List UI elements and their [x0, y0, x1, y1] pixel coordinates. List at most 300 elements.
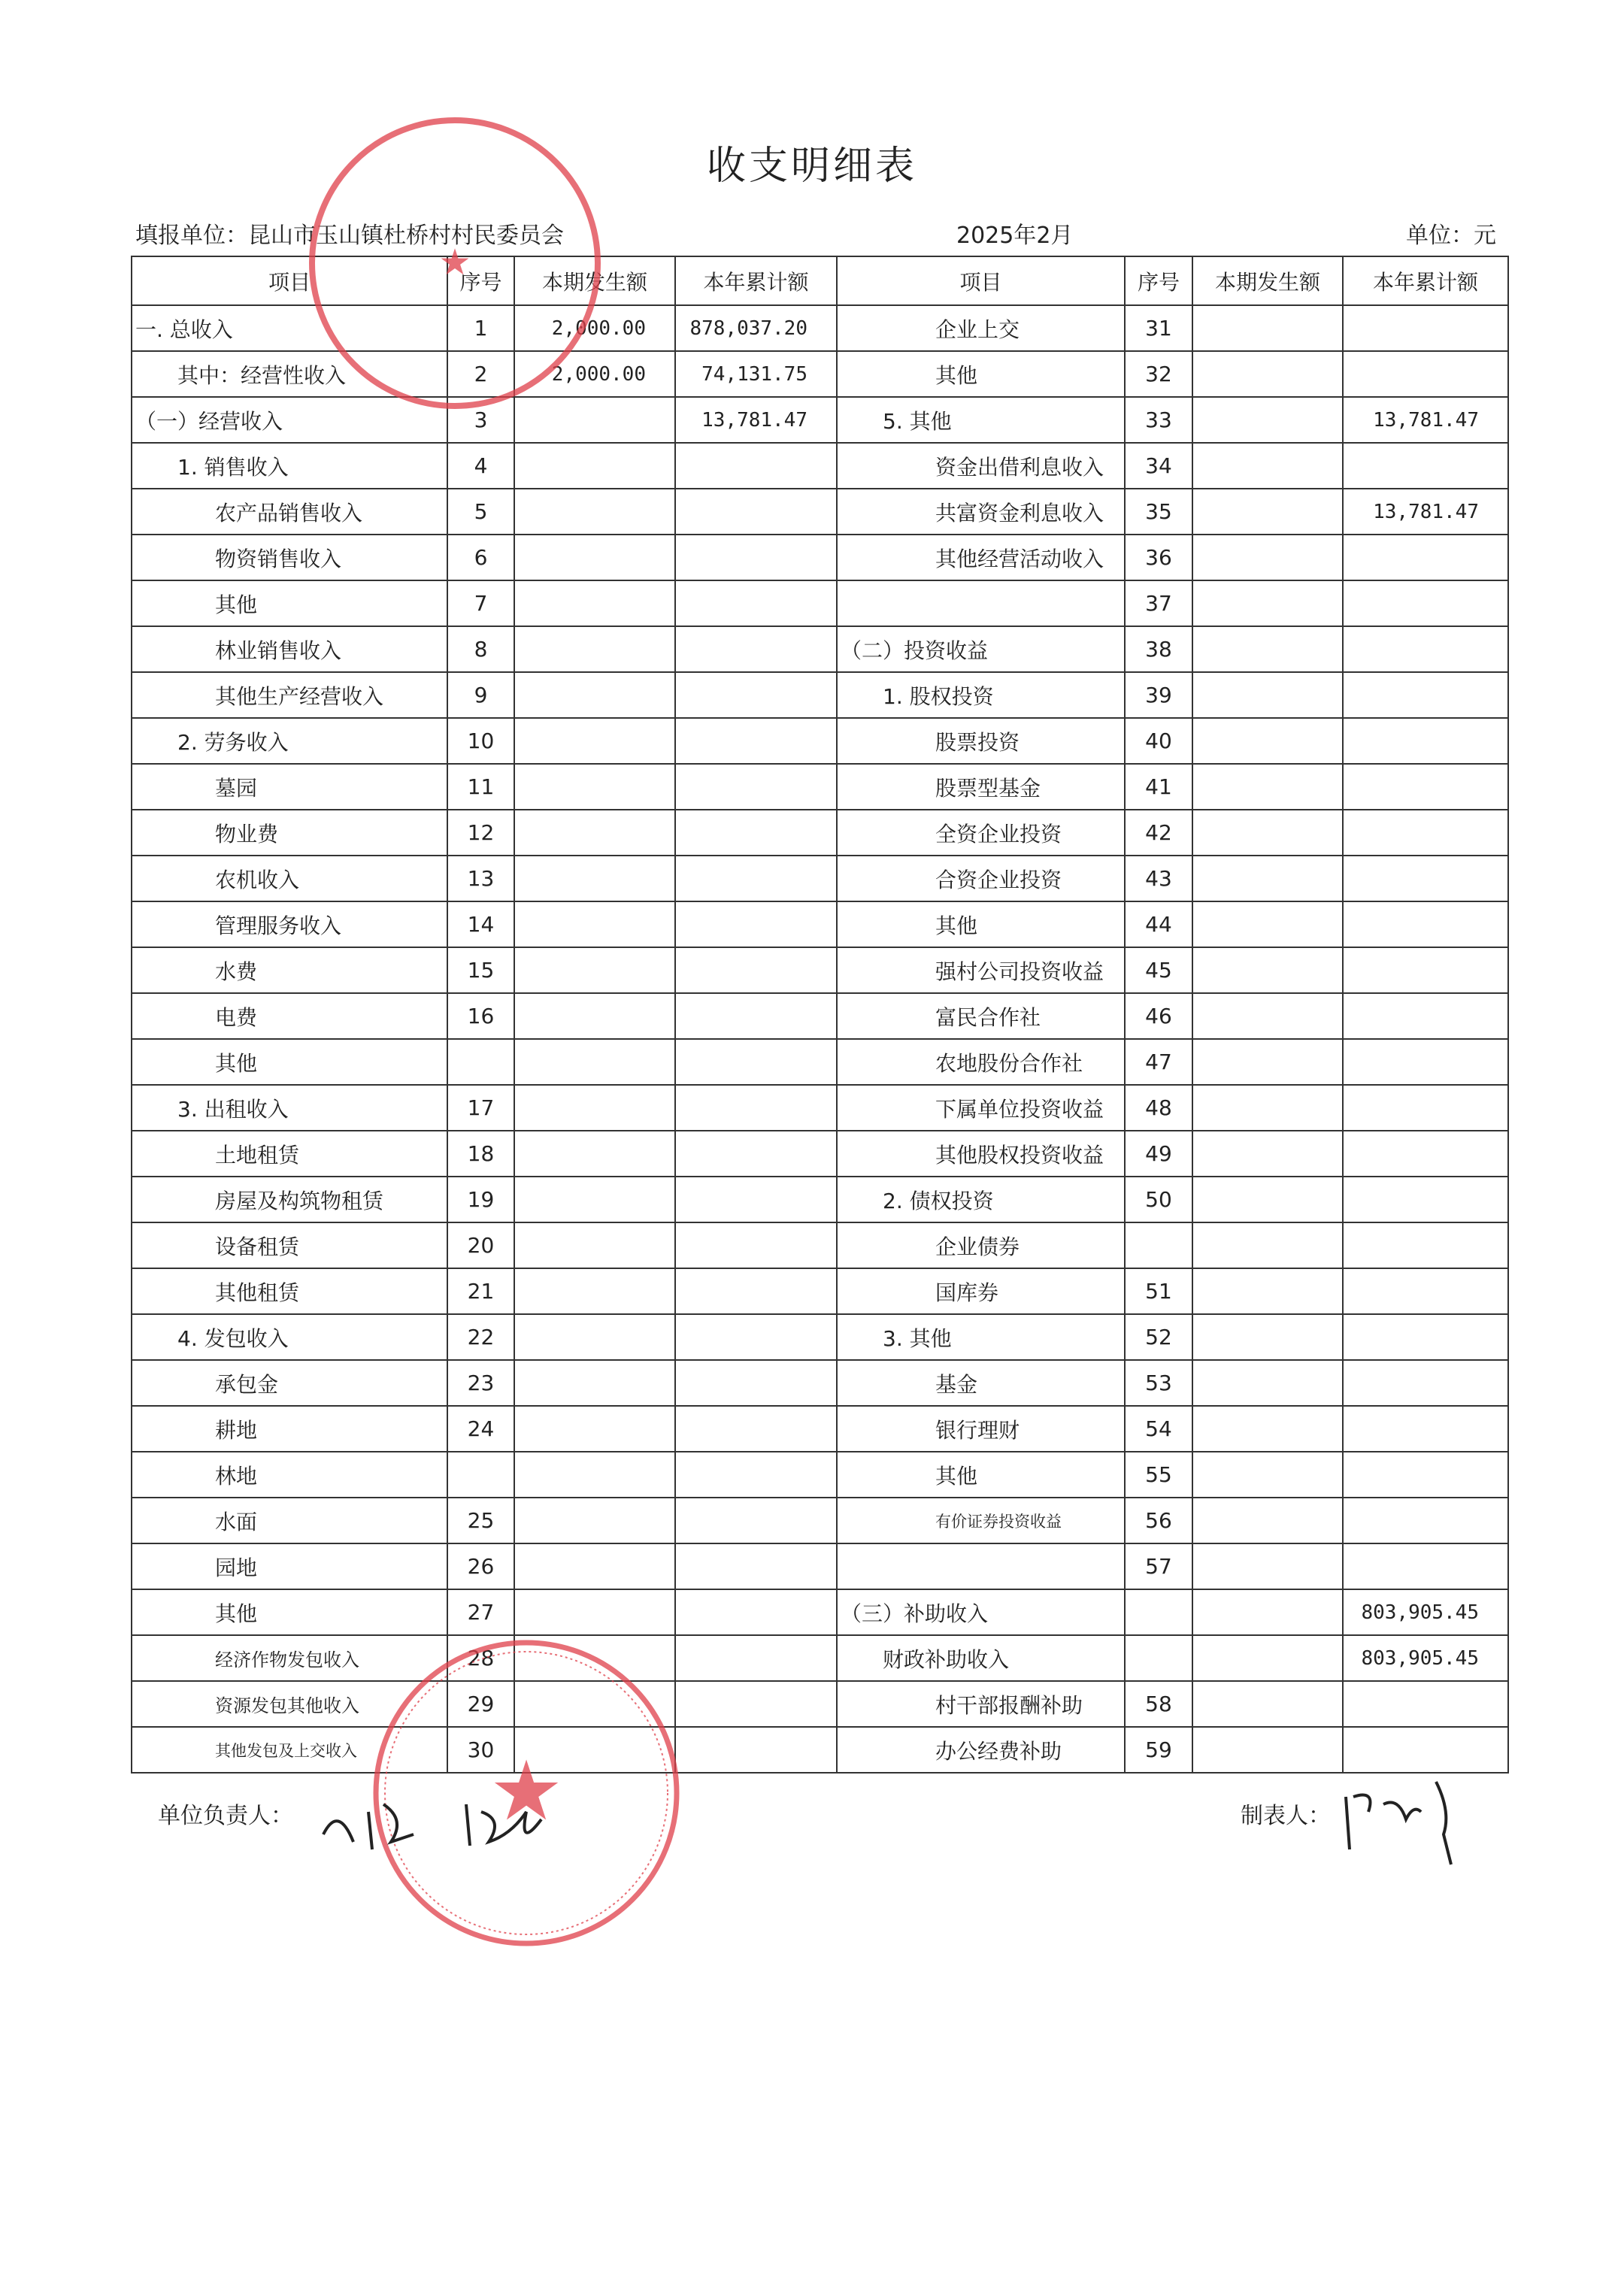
right-current-amount-cell — [1192, 947, 1343, 993]
table-row — [132, 718, 1508, 764]
left-ytd-amount-cell — [675, 947, 837, 993]
left-item-cell: 物资销售收入 — [132, 535, 447, 580]
right-ytd-amount-cell — [1343, 535, 1508, 580]
table-row — [132, 993, 1508, 1039]
left-item-cell: 承包金 — [132, 1360, 447, 1406]
right-ytd-amount-cell — [1343, 1452, 1508, 1498]
right-seq-cell: 39 — [1125, 672, 1192, 718]
left-ytd-amount-cell: 878,037.20 — [675, 305, 837, 351]
right-ytd-amount-cell: 13,781.47 — [1343, 489, 1508, 535]
left-current-amount-cell — [514, 718, 675, 764]
right-item-cell: 其他股权投资收益 — [837, 1131, 1125, 1177]
table-row — [132, 672, 1508, 718]
table-row — [132, 1452, 1508, 1498]
left-ytd-amount-cell — [675, 1314, 837, 1360]
left-current-amount-cell — [514, 535, 675, 580]
right-ytd-amount-cell — [1343, 580, 1508, 626]
left-ytd-amount-cell — [675, 1360, 837, 1406]
preparer-signature — [1338, 1767, 1489, 1872]
left-seq-cell: 30 — [447, 1727, 514, 1773]
left-current-amount-cell — [514, 993, 675, 1039]
left-seq-cell: 20 — [447, 1222, 514, 1268]
left-seq-cell: 18 — [447, 1131, 514, 1177]
right-seq-cell: 53 — [1125, 1360, 1192, 1406]
right-ytd-amount-cell — [1343, 1543, 1508, 1589]
table-row — [132, 1681, 1508, 1727]
left-seq-cell: 5 — [447, 489, 514, 535]
left-ytd-amount-cell — [675, 535, 837, 580]
right-seq-cell: 54 — [1125, 1406, 1192, 1452]
right-item-cell: 1. 股权投资 — [837, 672, 1125, 718]
left-current-amount-cell — [514, 947, 675, 993]
left-item-cell: 一. 总收入 — [132, 305, 447, 351]
right-item-cell: 资金出借利息收入 — [837, 443, 1125, 489]
left-seq-cell: 22 — [447, 1314, 514, 1360]
right-current-amount-cell — [1192, 1498, 1343, 1543]
right-ytd-amount-cell — [1343, 1039, 1508, 1085]
left-current-amount-cell — [514, 443, 675, 489]
left-current-amount-cell — [514, 1589, 675, 1635]
right-current-amount-cell — [1192, 397, 1343, 443]
right-ytd-amount-cell — [1343, 1406, 1508, 1452]
table-row — [132, 535, 1508, 580]
left-ytd-amount-cell — [675, 1222, 837, 1268]
right-seq-cell: 44 — [1125, 901, 1192, 947]
right-ytd-amount-cell: 803,905.45 — [1343, 1635, 1508, 1681]
right-seq-cell — [1125, 1635, 1192, 1681]
left-seq-cell: 14 — [447, 901, 514, 947]
svg-text:★: ★ — [438, 241, 471, 283]
left-item-cell: 3. 出租收入 — [132, 1085, 447, 1131]
table-row — [132, 1268, 1508, 1314]
table-row — [132, 1406, 1508, 1452]
table-row — [132, 1360, 1508, 1406]
table-row — [132, 1177, 1508, 1222]
right-item-cell: 股票投资 — [837, 718, 1125, 764]
right-item-cell — [837, 580, 1125, 626]
right-current-amount-cell — [1192, 901, 1343, 947]
right-seq-cell: 47 — [1125, 1039, 1192, 1085]
left-current-amount-cell — [514, 1452, 675, 1498]
right-item-cell: 财政补助收入 — [837, 1635, 1125, 1681]
left-item-cell: 其他生产经营收入 — [132, 672, 447, 718]
left-ytd-amount-cell — [675, 672, 837, 718]
left-seq-cell: 21 — [447, 1268, 514, 1314]
right-current-amount-cell — [1192, 1177, 1343, 1222]
table-row — [132, 1589, 1508, 1635]
right-ytd-amount-cell — [1343, 901, 1508, 947]
left-seq-cell: 17 — [447, 1085, 514, 1131]
left-item-cell: （一）经营收入 — [132, 397, 447, 443]
right-item-cell: 其他经营活动收入 — [837, 535, 1125, 580]
left-ytd-amount-cell — [675, 1268, 837, 1314]
right-seq-cell: 33 — [1125, 397, 1192, 443]
left-item-cell: 水面 — [132, 1498, 447, 1543]
left-ytd-amount-cell — [675, 1177, 837, 1222]
right-item-cell: 强村公司投资收益 — [837, 947, 1125, 993]
svg-text:★: ★ — [489, 1743, 564, 1839]
right-item-cell: 其他 — [837, 351, 1125, 397]
right-item-cell: （三）补助收入 — [837, 1589, 1125, 1635]
left-item-cell: 园地 — [132, 1543, 447, 1589]
left-current-amount-cell — [514, 1039, 675, 1085]
page-title: 收支明细表 — [706, 144, 917, 189]
right-seq-cell: 51 — [1125, 1268, 1192, 1314]
right-current-amount-cell — [1192, 1681, 1343, 1727]
table-row — [132, 810, 1508, 856]
left-seq-cell: 29 — [447, 1681, 514, 1727]
right-ytd-amount-cell: 13,781.47 — [1343, 397, 1508, 443]
leader-signature — [316, 1789, 601, 1857]
right-ytd-amount-cell — [1343, 672, 1508, 718]
right-seq-cell — [1125, 1589, 1192, 1635]
left-ytd-amount-cell: 74,131.75 — [675, 351, 837, 397]
left-item-cell: 土地租赁 — [132, 1131, 447, 1177]
currency-unit: 单位：元 — [1406, 223, 1496, 249]
header-ytd: 本年累计额 — [1343, 256, 1508, 305]
right-seq-cell: 57 — [1125, 1543, 1192, 1589]
left-item-cell: 4. 发包收入 — [132, 1314, 447, 1360]
left-current-amount-cell — [514, 1681, 675, 1727]
right-ytd-amount-cell — [1343, 1268, 1508, 1314]
left-seq-cell: 27 — [447, 1589, 514, 1635]
right-seq-cell: 46 — [1125, 993, 1192, 1039]
left-seq-cell: 4 — [447, 443, 514, 489]
left-current-amount-cell — [514, 672, 675, 718]
right-current-amount-cell — [1192, 305, 1343, 351]
left-item-cell: 其他租赁 — [132, 1268, 447, 1314]
table-row — [132, 305, 1508, 351]
right-ytd-amount-cell — [1343, 1085, 1508, 1131]
header-current: 本期发生额 — [1192, 256, 1343, 305]
left-current-amount-cell — [514, 1727, 675, 1773]
right-seq-cell: 58 — [1125, 1681, 1192, 1727]
leader-label: 单位负责人： — [158, 1803, 293, 1829]
right-seq-cell: 48 — [1125, 1085, 1192, 1131]
table-row — [132, 489, 1508, 535]
right-current-amount-cell — [1192, 1727, 1343, 1773]
left-item-cell: 其中：经营性收入 — [132, 351, 447, 397]
left-ytd-amount-cell — [675, 443, 837, 489]
right-seq-cell: 40 — [1125, 718, 1192, 764]
left-current-amount-cell — [514, 1360, 675, 1406]
right-seq-cell: 38 — [1125, 626, 1192, 672]
left-ytd-amount-cell — [675, 764, 837, 810]
left-seq-cell: 1 — [447, 305, 514, 351]
header-item: 项目 — [132, 256, 447, 305]
left-item-cell: 1. 销售收入 — [132, 443, 447, 489]
left-seq-cell: 11 — [447, 764, 514, 810]
header-seq: 序号 — [447, 256, 514, 305]
left-seq-cell: 12 — [447, 810, 514, 856]
left-current-amount-cell — [514, 1085, 675, 1131]
right-item-cell: 富民合作社 — [837, 993, 1125, 1039]
left-item-cell: 农产品销售收入 — [132, 489, 447, 535]
left-ytd-amount-cell — [675, 580, 837, 626]
right-item-cell: 农地股份合作社 — [837, 1039, 1125, 1085]
right-item-cell: 企业上交 — [837, 305, 1125, 351]
right-current-amount-cell — [1192, 1360, 1343, 1406]
left-seq-cell: 25 — [447, 1498, 514, 1543]
left-item-cell: 水费 — [132, 947, 447, 993]
left-seq-cell: 15 — [447, 947, 514, 993]
right-ytd-amount-cell — [1343, 305, 1508, 351]
right-current-amount-cell — [1192, 1039, 1343, 1085]
right-current-amount-cell — [1192, 993, 1343, 1039]
reporting-unit: 填报单位：昆山市玉山镇杜桥村村民委员会 — [135, 223, 564, 249]
right-seq-cell: 59 — [1125, 1727, 1192, 1773]
left-seq-cell: 2 — [447, 351, 514, 397]
left-seq-cell: 23 — [447, 1360, 514, 1406]
right-seq-cell: 42 — [1125, 810, 1192, 856]
right-seq-cell — [1125, 1222, 1192, 1268]
left-seq-cell: 6 — [447, 535, 514, 580]
right-item-cell: 其他 — [837, 1452, 1125, 1498]
header-current: 本期发生额 — [514, 256, 675, 305]
right-current-amount-cell — [1192, 718, 1343, 764]
left-item-cell: 墓园 — [132, 764, 447, 810]
right-ytd-amount-cell — [1343, 1314, 1508, 1360]
header-item: 项目 — [837, 256, 1125, 305]
right-current-amount-cell — [1192, 443, 1343, 489]
right-item-cell: （二）投资收益 — [837, 626, 1125, 672]
left-current-amount-cell — [514, 626, 675, 672]
left-item-cell: 其他 — [132, 1589, 447, 1635]
right-current-amount-cell — [1192, 672, 1343, 718]
left-current-amount-cell — [514, 810, 675, 856]
left-seq-cell — [447, 1452, 514, 1498]
left-current-amount-cell — [514, 1406, 675, 1452]
table-row — [132, 1314, 1508, 1360]
right-current-amount-cell — [1192, 810, 1343, 856]
left-current-amount-cell — [514, 397, 675, 443]
left-ytd-amount-cell — [675, 1452, 837, 1498]
right-current-amount-cell — [1192, 489, 1343, 535]
right-ytd-amount-cell: 803,905.45 — [1343, 1589, 1508, 1635]
right-item-cell: 企业债券 — [837, 1222, 1125, 1268]
right-ytd-amount-cell — [1343, 626, 1508, 672]
right-item-cell: 村干部报酬补助 — [837, 1681, 1125, 1727]
right-item-cell: 3. 其他 — [837, 1314, 1125, 1360]
left-current-amount-cell — [514, 1177, 675, 1222]
right-item-cell: 共富资金利息收入 — [837, 489, 1125, 535]
right-ytd-amount-cell — [1343, 764, 1508, 810]
right-seq-cell: 43 — [1125, 856, 1192, 901]
left-seq-cell: 10 — [447, 718, 514, 764]
left-item-cell: 林业销售收入 — [132, 626, 447, 672]
left-ytd-amount-cell — [675, 1727, 837, 1773]
right-item-cell — [837, 1543, 1125, 1589]
left-item-cell: 资源发包其他收入 — [132, 1681, 447, 1727]
right-item-cell: 其他 — [837, 901, 1125, 947]
left-ytd-amount-cell — [675, 718, 837, 764]
left-ytd-amount-cell — [675, 1681, 837, 1727]
left-ytd-amount-cell — [675, 901, 837, 947]
right-current-amount-cell — [1192, 764, 1343, 810]
right-current-amount-cell — [1192, 1635, 1343, 1681]
left-seq-cell: 3 — [447, 397, 514, 443]
left-item-cell: 物业费 — [132, 810, 447, 856]
right-item-cell: 股票型基金 — [837, 764, 1125, 810]
left-current-amount-cell — [514, 1635, 675, 1681]
left-item-cell: 房屋及构筑物租赁 — [132, 1177, 447, 1222]
right-current-amount-cell — [1192, 580, 1343, 626]
right-current-amount-cell — [1192, 1222, 1343, 1268]
left-seq-cell: 9 — [447, 672, 514, 718]
right-seq-cell: 49 — [1125, 1131, 1192, 1177]
right-ytd-amount-cell — [1343, 1360, 1508, 1406]
table-row — [132, 764, 1508, 810]
left-seq-cell: 19 — [447, 1177, 514, 1222]
right-current-amount-cell — [1192, 1406, 1343, 1452]
left-ytd-amount-cell — [675, 1635, 837, 1681]
header-seq: 序号 — [1125, 256, 1192, 305]
right-item-cell: 有价证券投资收益 — [837, 1498, 1125, 1543]
table-row — [132, 443, 1508, 489]
right-item-cell: 银行理财 — [837, 1406, 1125, 1452]
left-ytd-amount-cell — [675, 1039, 837, 1085]
left-current-amount-cell — [514, 901, 675, 947]
preparer-label: 制表人： — [1241, 1803, 1331, 1829]
right-ytd-amount-cell — [1343, 443, 1508, 489]
left-ytd-amount-cell — [675, 993, 837, 1039]
right-ytd-amount-cell — [1343, 1498, 1508, 1543]
table-header — [132, 256, 1508, 305]
left-item-cell: 农机收入 — [132, 856, 447, 901]
left-ytd-amount-cell — [675, 1131, 837, 1177]
left-seq-cell: 7 — [447, 580, 514, 626]
right-ytd-amount-cell — [1343, 351, 1508, 397]
right-seq-cell: 36 — [1125, 535, 1192, 580]
left-item-cell: 林地 — [132, 1452, 447, 1498]
right-current-amount-cell — [1192, 1085, 1343, 1131]
right-item-cell: 基金 — [837, 1360, 1125, 1406]
left-seq-cell: 28 — [447, 1635, 514, 1681]
right-current-amount-cell — [1192, 856, 1343, 901]
table-row — [132, 947, 1508, 993]
left-ytd-amount-cell — [675, 810, 837, 856]
right-current-amount-cell — [1192, 1268, 1343, 1314]
left-item-cell: 电费 — [132, 993, 447, 1039]
right-seq-cell: 35 — [1125, 489, 1192, 535]
right-seq-cell: 32 — [1125, 351, 1192, 397]
left-seq-cell: 8 — [447, 626, 514, 672]
right-seq-cell: 45 — [1125, 947, 1192, 993]
left-current-amount-cell — [514, 1131, 675, 1177]
right-item-cell: 2. 债权投资 — [837, 1177, 1125, 1222]
left-seq-cell: 13 — [447, 856, 514, 901]
left-ytd-amount-cell — [675, 626, 837, 672]
left-current-amount-cell — [514, 1498, 675, 1543]
table-row — [132, 397, 1508, 443]
right-current-amount-cell — [1192, 351, 1343, 397]
right-item-cell: 办公经费补助 — [837, 1727, 1125, 1773]
left-ytd-amount-cell — [675, 1589, 837, 1635]
right-ytd-amount-cell — [1343, 1727, 1508, 1773]
left-seq-cell: 26 — [447, 1543, 514, 1589]
right-seq-cell: 55 — [1125, 1452, 1192, 1498]
right-item-cell: 国库券 — [837, 1268, 1125, 1314]
right-ytd-amount-cell — [1343, 1222, 1508, 1268]
table-row — [132, 1635, 1508, 1681]
left-ytd-amount-cell — [675, 856, 837, 901]
left-item-cell: 经济作物发包收入 — [132, 1635, 447, 1681]
left-current-amount-cell — [514, 764, 675, 810]
left-item-cell: 2. 劳务收入 — [132, 718, 447, 764]
table-row — [132, 901, 1508, 947]
right-seq-cell: 52 — [1125, 1314, 1192, 1360]
right-seq-cell: 34 — [1125, 443, 1192, 489]
table-row — [132, 1222, 1508, 1268]
right-ytd-amount-cell — [1343, 1177, 1508, 1222]
right-seq-cell: 31 — [1125, 305, 1192, 351]
left-item-cell: 其他 — [132, 1039, 447, 1085]
right-item-cell: 下属单位投资收益 — [837, 1085, 1125, 1131]
left-ytd-amount-cell — [675, 1085, 837, 1131]
right-seq-cell: 56 — [1125, 1498, 1192, 1543]
table-row — [132, 1085, 1508, 1131]
right-ytd-amount-cell — [1343, 718, 1508, 764]
table-row — [132, 1039, 1508, 1085]
left-item-cell: 其他 — [132, 580, 447, 626]
left-current-amount-cell — [514, 580, 675, 626]
left-item-cell: 设备租赁 — [132, 1222, 447, 1268]
table-row — [132, 626, 1508, 672]
table-row — [132, 351, 1508, 397]
right-current-amount-cell — [1192, 1314, 1343, 1360]
left-item-cell: 管理服务收入 — [132, 901, 447, 947]
right-item-cell: 全资企业投资 — [837, 810, 1125, 856]
table-row — [132, 1131, 1508, 1177]
right-seq-cell: 41 — [1125, 764, 1192, 810]
right-current-amount-cell — [1192, 1543, 1343, 1589]
left-current-amount-cell — [514, 1268, 675, 1314]
right-ytd-amount-cell — [1343, 993, 1508, 1039]
left-current-amount-cell: 2,000.00 — [514, 305, 675, 351]
right-ytd-amount-cell — [1343, 947, 1508, 993]
left-item-cell: 耕地 — [132, 1406, 447, 1452]
left-current-amount-cell — [514, 856, 675, 901]
table-row — [132, 1498, 1508, 1543]
left-current-amount-cell — [514, 1543, 675, 1589]
income-expense-table — [131, 256, 1509, 1773]
right-seq-cell: 50 — [1125, 1177, 1192, 1222]
right-item-cell: 合资企业投资 — [837, 856, 1125, 901]
table-row — [132, 856, 1508, 901]
left-seq-cell — [447, 1039, 514, 1085]
left-seq-cell: 16 — [447, 993, 514, 1039]
right-ytd-amount-cell — [1343, 1131, 1508, 1177]
table-row — [132, 1727, 1508, 1773]
left-ytd-amount-cell — [675, 489, 837, 535]
left-ytd-amount-cell — [675, 1406, 837, 1452]
left-current-amount-cell — [514, 1314, 675, 1360]
header-ytd: 本年累计额 — [675, 256, 837, 305]
right-ytd-amount-cell — [1343, 856, 1508, 901]
right-ytd-amount-cell — [1343, 810, 1508, 856]
right-current-amount-cell — [1192, 1131, 1343, 1177]
right-item-cell: 5. 其他 — [837, 397, 1125, 443]
left-seq-cell: 24 — [447, 1406, 514, 1452]
right-current-amount-cell — [1192, 1452, 1343, 1498]
table-row — [132, 1543, 1508, 1589]
left-current-amount-cell: 2,000.00 — [514, 351, 675, 397]
left-ytd-amount-cell — [675, 1498, 837, 1543]
right-ytd-amount-cell — [1343, 1681, 1508, 1727]
right-seq-cell: 37 — [1125, 580, 1192, 626]
right-current-amount-cell — [1192, 626, 1343, 672]
left-ytd-amount-cell — [675, 1543, 837, 1589]
